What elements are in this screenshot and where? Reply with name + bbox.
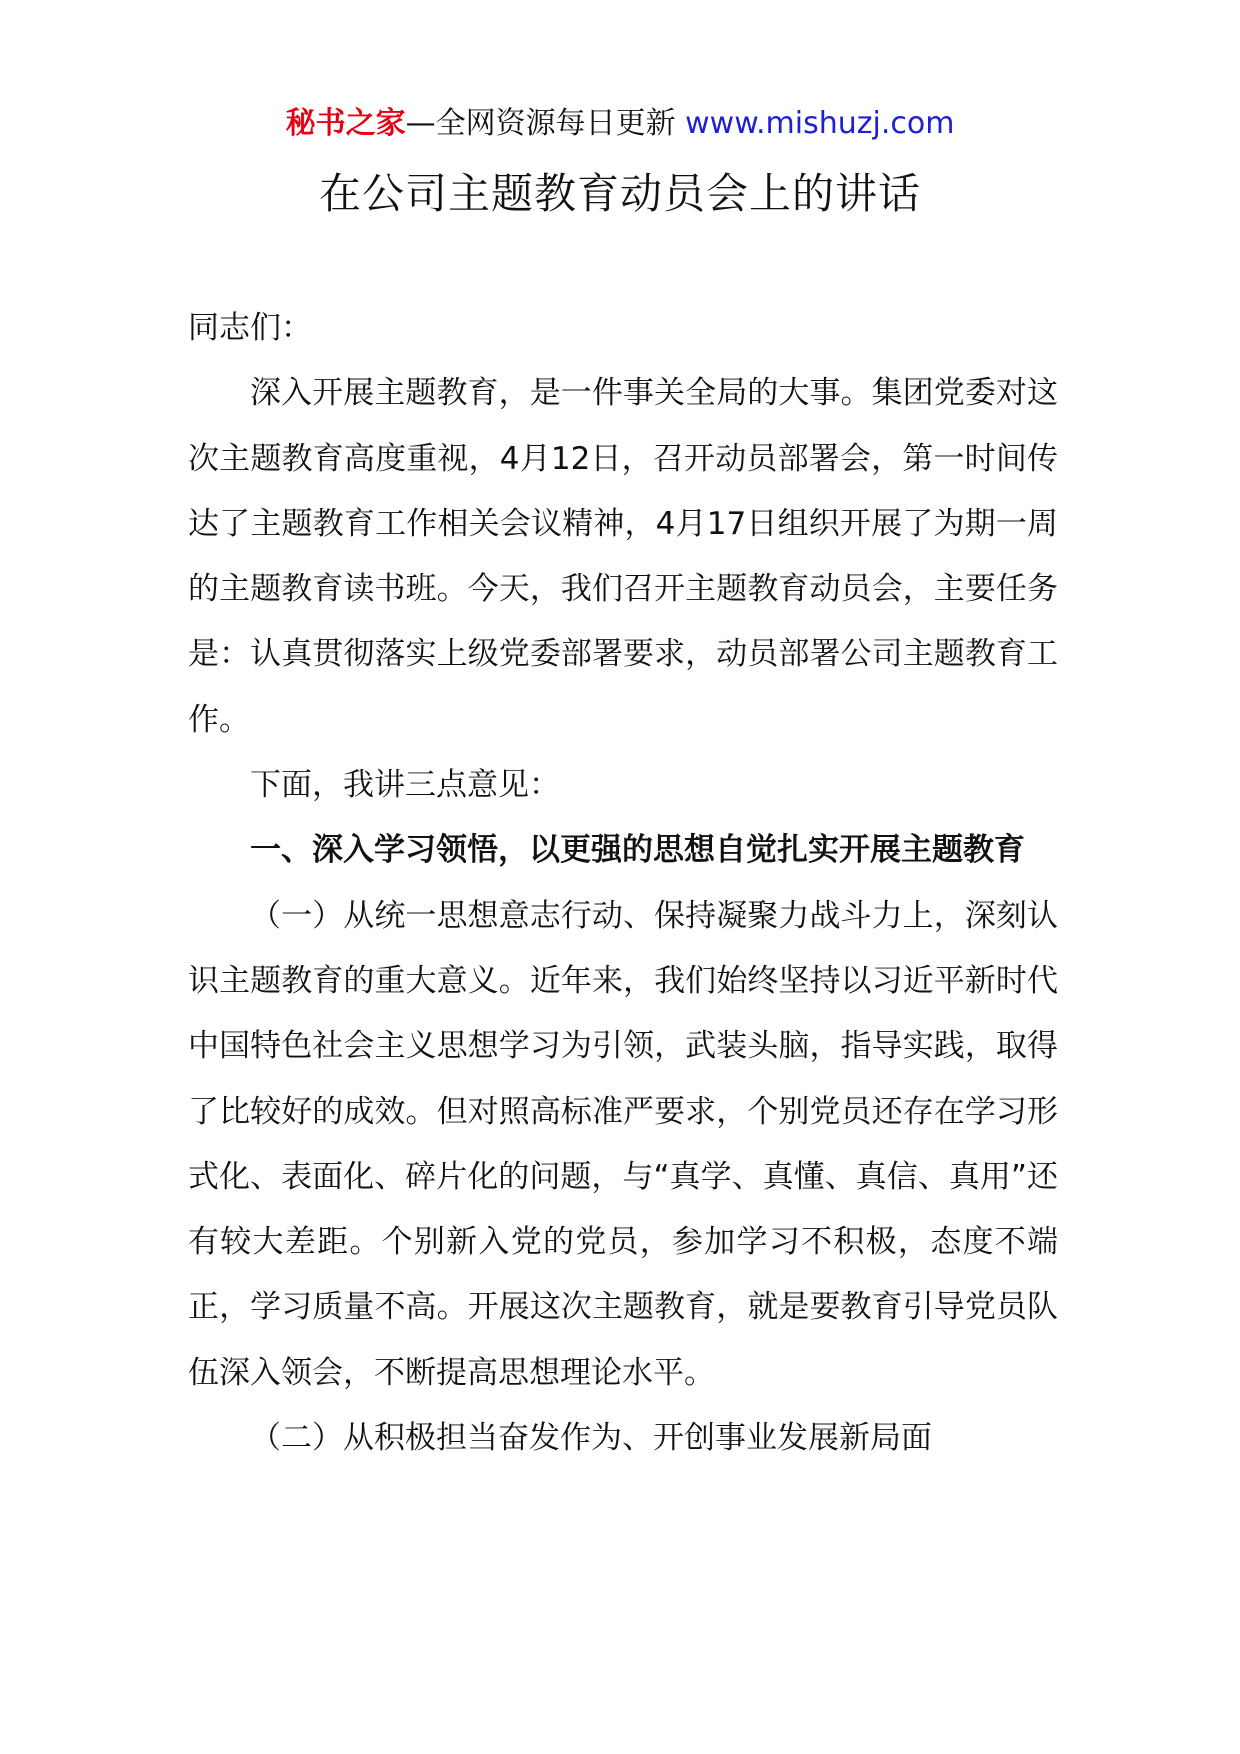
site-header (0, 102, 1240, 146)
section-1-item-2: （二）从积极担当奋发作为、开创事业发展新局面 (250, 1420, 932, 1457)
salutation: 同志们： (188, 310, 312, 346)
brand-name: 秘书之家 (285, 106, 406, 141)
section-heading-1: 一、深入学习领悟，以更强的思想自觉扎实开展主题教育 (250, 832, 1025, 869)
site-url-link[interactable]: www.mishuzj.com (685, 106, 955, 141)
document-title: 在公司主题教育动员会上的讲话 (318, 169, 921, 218)
paragraph-transition: 下面，我讲三点意见： (250, 767, 560, 804)
header-slogan: —全网资源每日更新 (405, 106, 676, 141)
section-1-item-1: （一）从统一思想意志行动、保持凝聚力战斗力上，深刻认识主题教育的重大意义。近年来，我们始终坚持以习近平新时代中国特色社会主义思想学习为引领，武装头脑，指导实践，取得了比较好的成效。但对照高标准严要求，个别党员还存在学习形式化、表面化、碎片化的问题，与“真学、真懂、真信、真用”还有较大差距。个别新入党的党员，参加学习不积极，态度不端正，学习质量不高。开展这次主题教育，就是要教育引导党员队伍深入领会，不断提高思想理论水平。 (188, 897, 1058, 1391)
paragraph-intro: 深入开展主题教育，是一件事关全局的大事。集团党委对这次主题教育高度重视，4月12日，召开动员部署会，第一时间传达了主题教育工作相关会议精神，4月17日组织开展了为期一周的主题教育读书班。今天，我们召开主题教育动员会，主要任务是：认真贯彻落实上级党委部署要求，动员部署公司主题教育工作。 (188, 375, 1058, 738)
document-body (188, 296, 1058, 1471)
